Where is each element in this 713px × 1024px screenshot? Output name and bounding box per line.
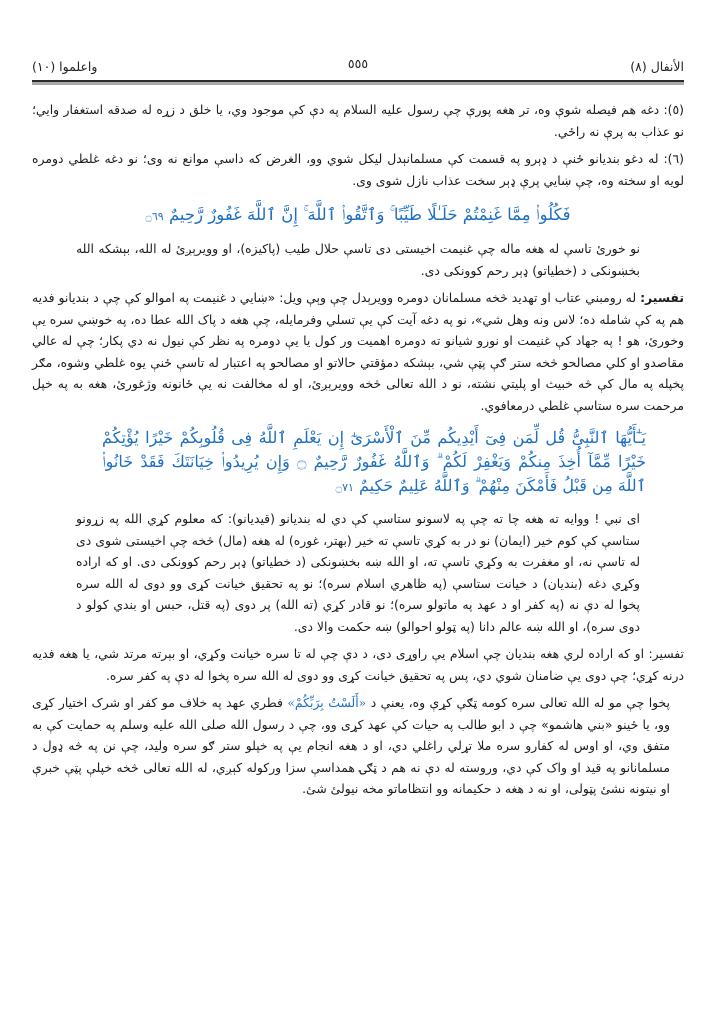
page-number: ٥٥٥ xyxy=(347,56,369,71)
translation-69: نو خورئ تاسې له هغه ماله چې غنیمت اخیستی دی تاسې حلال طیب (پاکیزه)، او وویرېږئ له الله، بېشکه الله بخښونکی د (خطیاتو) ډېر رحم کوونکی دی. xyxy=(76,241,640,278)
page-header xyxy=(32,50,684,74)
tafsir-label: تفسیر: xyxy=(648,646,684,661)
tafsir-after-quote: فطري عهد په خلاف مو کفر او شرک اختیار کړی وو، یا ځینو «بني هاشمو» چې د ابو طالب په حیات کې عهد کړی وو، چې د رسول الله صلی الله علیه وسلم په حمایت کې به متفق وي، او اوس له کفارو سره ملا تړلي راغلي دي، او د هغه انجام یې په خپلو ستر ګو سره ولید، چې نن په څه ډول د مسلمانانو په قید او واک کې دي، وروسته له دې نه هم د ټګۍ همداسې سزا ورکوله کېږي، له الله تعالی څخه خپلې پټې خبرې او نیتونه نشئ پټولی، او نه د هغه د حکیمانه وو انتظاماتو مخه نیولئ شئ. xyxy=(32,695,670,796)
tafsir-69 xyxy=(32,287,684,416)
tafsir-before-quote: پخوا چې مو له الله تعالی سره کومه ټګې کړې وه، یعنې د xyxy=(370,695,670,710)
surah-title: الأنفال (٨) xyxy=(630,59,684,74)
translation-70-71: ای نبي ! ووایه ته هغه چا ته چې په لاسونو ستاسې کې دي له بندیانو (قیدیانو): که معلوم کړي الله په زړونو ستاسې کې کوم خیر (ایمان) نو در به کړي تاسې ته خیر (بهتر، غوره) له هغه (مال) څخه چې اخیستی شوی دی له تاسې نه، او مغفرت به وکړي تاسې ته، او الله ښه بخښونکی (د خطیاتو) ډېر رحم کوونکی دی. او که اراده وکړي دغه (بندیان) د خیانت ستاسې (په ظاهري اسلام سره)؛ نو په تحقیق خیانت کړی وو دوی له الله سره پخوا له دې نه (په کفر او د عهد په ماتولو سره)؛ نو قادر کړي (ته الله) پر دوی (په قتل، حبس او بندي کولو د دوی سره)، او الله ښه عالم دانا (په ټولو احوالو) ښه حکمت والا دی. xyxy=(76,511,640,634)
tafsir-70-71 xyxy=(32,643,684,686)
tafsir-continuation xyxy=(32,692,684,800)
juz-title: واعلموا (١٠) xyxy=(32,59,98,74)
inline-quran-quote: «أَلَسْتُ بِرَبِّكُمْ» xyxy=(287,695,367,710)
page xyxy=(32,50,684,806)
ayah-71-number: ٧١ xyxy=(342,481,354,494)
ayah-70-71 xyxy=(32,426,684,500)
tafsir-70-71-text: او که اراده لري هغه بندیان چې اسلام یې راوړی دی، د دې چې له تا سره خیانت وکړي، او بېرته مرتد شي، یا هغه فدیه درنه کړي؛ چې دوی یې ضامنان شوي دي، پس په تحقیق خیانت کړی وو دوی له الله سره پخوا له دې په کفر سره. xyxy=(32,646,684,683)
footnote-5: (٥): دغه هم فیصله شوې وه، تر هغه پورې چې رسول علیه السلام په دې کې موجود وي، یا خلق د زړه له صدقه استغفار وایي؛ نو عذاب به پرې نه راځي. xyxy=(32,102,684,139)
ayah-69 xyxy=(32,201,684,230)
ayah-end-marker-icon: ۝٧١ xyxy=(335,481,354,494)
tafsir-label: تفسیر: xyxy=(640,290,684,305)
tafsir-69-text: له رومبني عتاب او تهدید څخه مسلمانان دومره وویرېدل چې وېې ویل: «ښایي د غنیمت په اموالو کې چې د بندیانو فدیه هم په کې شامله ده؛ لاس ونه وهل شي»، نو په دغه آیت کې یې تسلي وفرمایله، چې هغه د پاک الله عطا ده، په خوښي سره یې وخورئ، هو ! په جهاد کې غنیمت او نورو شیانو ته دومره اهمیت ور کول یا یې دومره په نظر کې نیول نه دي پکار؛ چې له عالي مقاصدو او کلي مصالحو څخه ستر ګې پټې شي، بېشکه دمؤقتي حالاتو او مصالحو په اعتبار له تاسې ځنې یوه غلطي وشوه، مګر پخپله په مال کې څه خبیث او پلیتي نشته، نو د الله تعالی څخه وویرېږئ، او له مخالفت نه یې ځانونه وژغورئ، هغه به په خپل مرحمت سره ستاسې غلطي درمعافوي. xyxy=(32,290,684,413)
ayah-69-number: ٦٩ xyxy=(151,210,164,223)
ayah-end-marker-icon: ۝٦٩ xyxy=(145,210,164,223)
footnote-6: (٦): له دغو بندیانو ځنې د ډېرو په قسمت کې مسلمانېدل لیکل شوي وو، الغرض که داسې موانع نه وی؛ نو دغه غلطي دومره لویه او سخته وه، چې ښایي پرې ډېر سخت عذاب نازل شوی وی. xyxy=(32,151,684,188)
header-rule-light xyxy=(32,82,684,85)
ayah-69-text: فَكُلُوا۟ مِمَّا غَنِمْتُمْ حَلَـٰلًا طَيِّبًا ۚ وَٱتَّقُوا۟ ٱللَّهَ ۚ إِنَّ ٱللَّهَ غَفُورٌ رَّحِيمٌ xyxy=(168,205,571,224)
ayah-70-71-text: يَـٰٓأَيُّهَا ٱلنَّبِىُّ قُل لِّمَن فِىٓ أَيْدِيكُم مِّنَ ٱلْأَسْرَىٰٓ إِن يَعْلَمِ ٱللَّهُ فِى قُلُوبِكُمْ خَيْرًا يُؤْتِكُمْ خَيْرًا مِّمَّآ أُخِذَ مِنكُمْ وَيَغْفِرْ لَكُمْ ۗ وَٱللَّهُ غَفُورٌ رَّحِيمٌ ۝ وَإِن يُرِيدُوا۟ خِيَانَتَكَ فَقَدْ خَانُوا۟ ٱللَّهَ مِن قَبْلُ فَأَمْكَنَ مِنْهُمْ ۗ وَٱللَّهُ عَلِيمٌ حَكِيمٌ xyxy=(102,428,647,495)
